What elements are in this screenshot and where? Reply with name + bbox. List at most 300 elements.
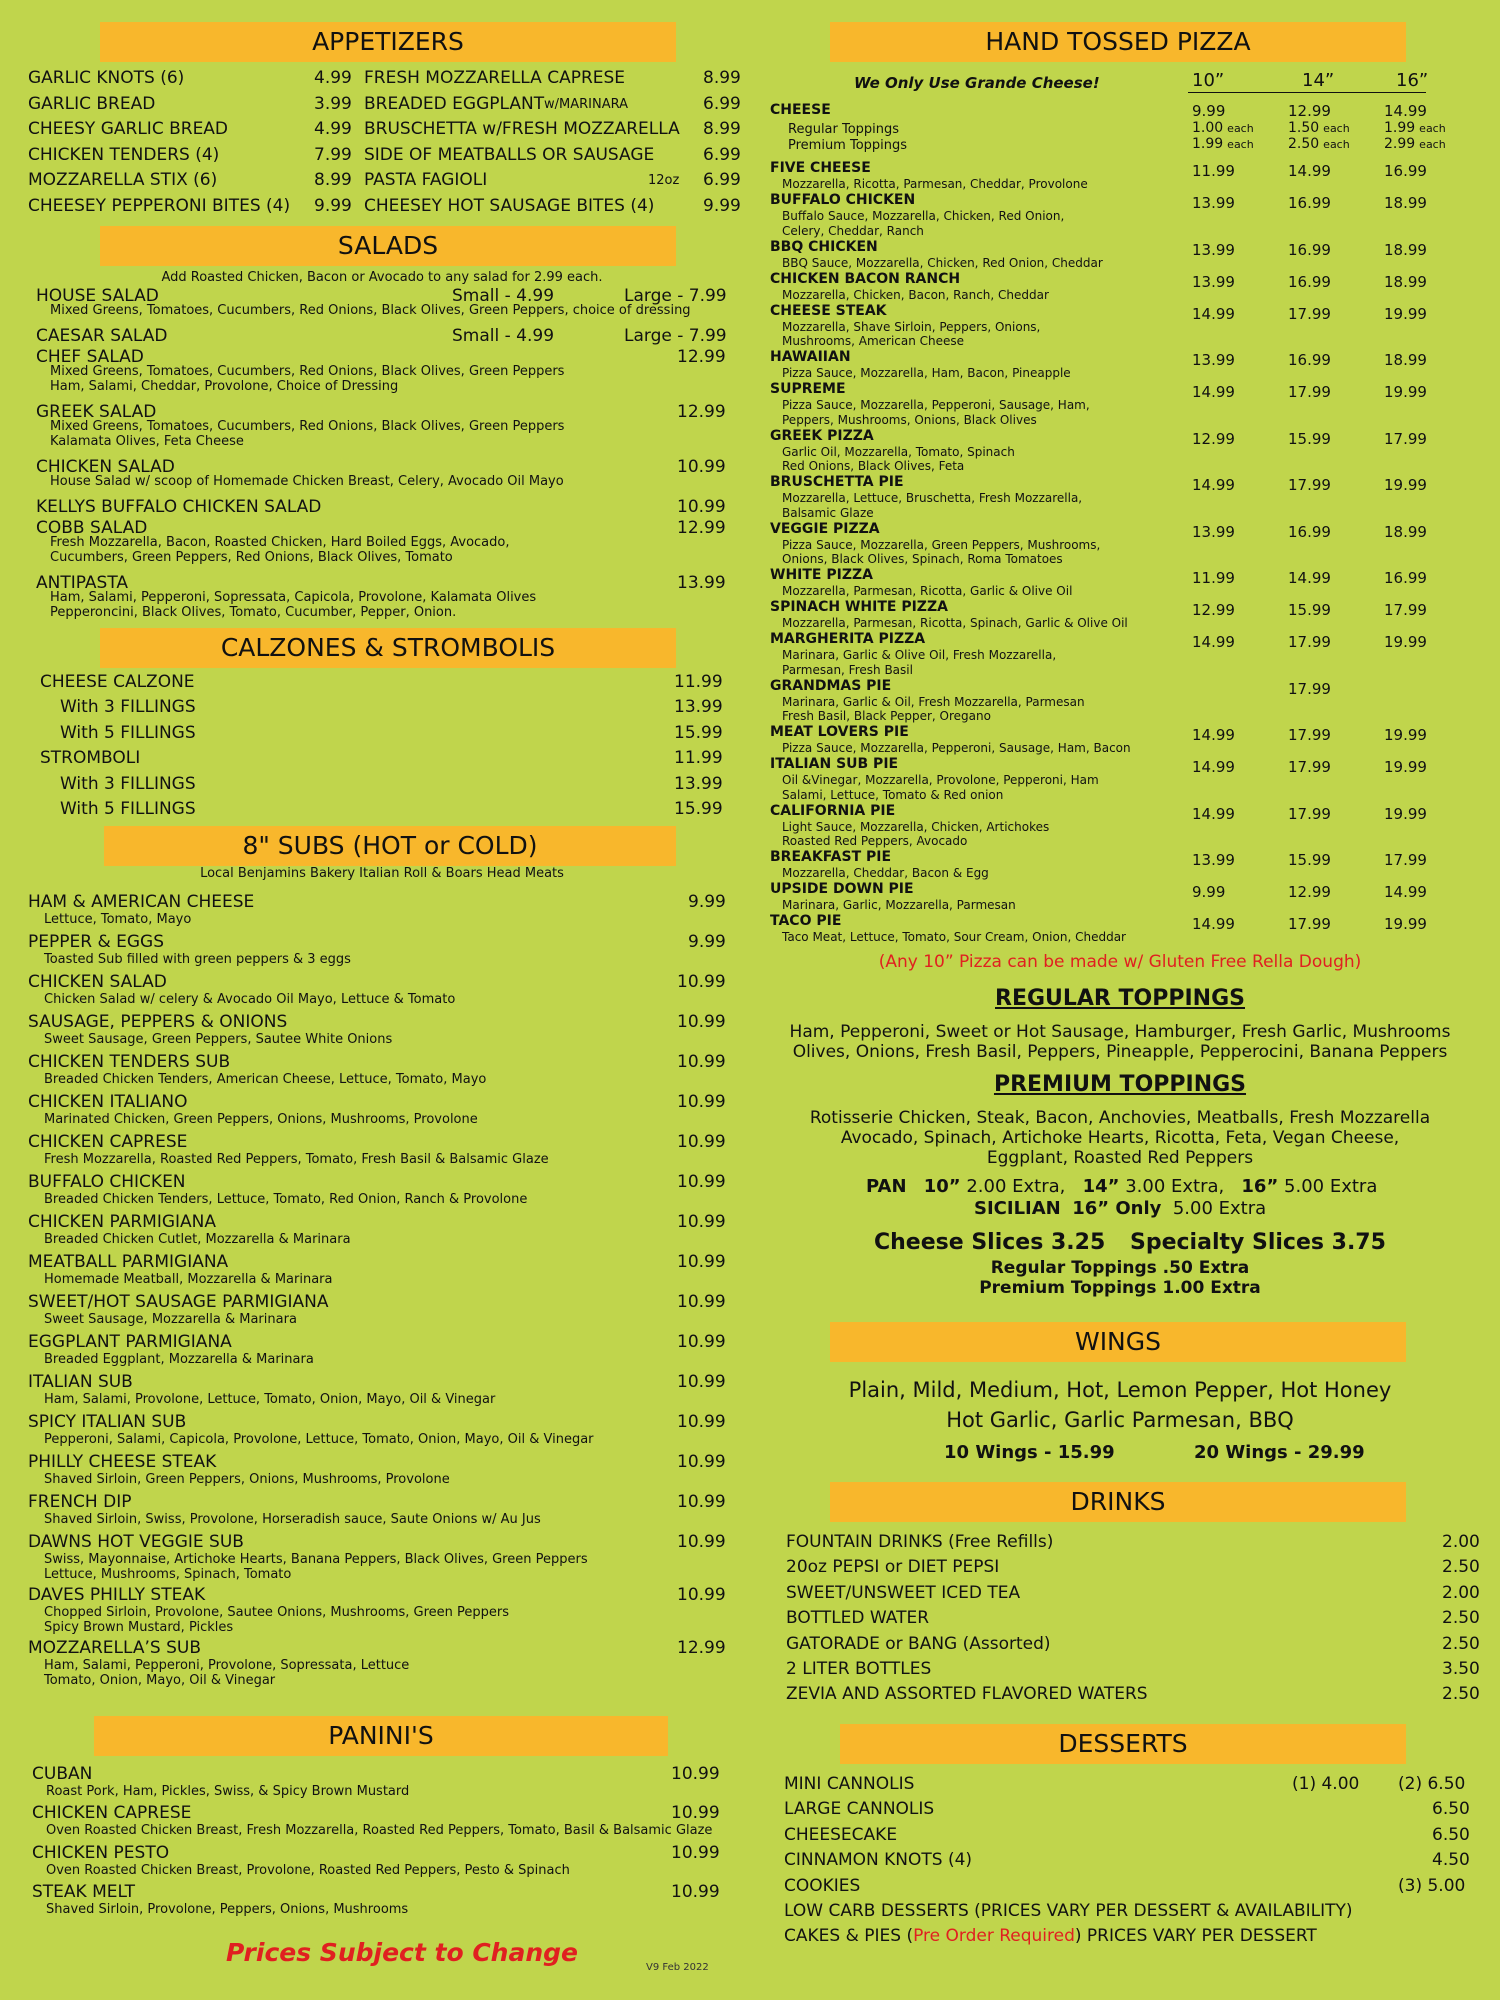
salad-desc: Kalamata Olives, Feta Cheese [50,434,244,449]
pizza-desc: Roasted Red Peppers, Avocado [782,834,968,848]
pizza-desc: Garlic Oil, Mozzarella, Tomato, Spinach [782,444,1015,459]
appetizer-price: 6.99 [703,144,741,165]
pizza-price: 9.99 [1192,883,1226,901]
paninis-banner: PANINI'S [94,1716,668,1756]
salad-small-price: Small - 4.99 [452,326,555,346]
sub-desc: Breaded Chicken Cutlet, Mozzarella & Marinara [44,1232,351,1247]
sub-desc: Sweet Sausage, Mozzarella & Marinara [44,1312,297,1327]
sub-price: 10.99 [677,1372,726,1392]
drink-name: FOUNTAIN DRINKS (Free Refills) [786,1532,1054,1552]
calzone-name: With 3 FILLINGS [60,773,196,794]
appetizer-price: 8.99 [314,170,352,191]
premium-toppings-line-1: Rotisserie Chicken, Steak, Bacon, Anchovies, Meatballs, Fresh Mozzarella [809,1108,1431,1128]
dessert-price: (3) 5.00 [1398,1875,1466,1896]
sub-desc: Sweet Sausage, Green Peppers, Sautee White Onions [44,1032,393,1047]
sub-price: 10.99 [677,1252,726,1272]
sub-name: CHICKEN ITALIANO [28,1092,188,1112]
dessert-name: CINNAMON KNOTS (4) [784,1850,973,1871]
topping-price-cell [1192,137,1254,152]
salad-price: 10.99 [677,457,726,477]
regular-toppings-line-2: Olives, Onions, Fresh Basil, Peppers, Pineapple, Pepperocini, Banana Peppers [792,1042,1448,1062]
pizza-price: 14.99 [1288,162,1331,180]
appetizer-name: GARLIC KNOTS (6) [28,68,185,88]
regular-toppings-label: Regular Toppings [788,122,900,137]
pizza-price: 12.99 [1288,883,1331,901]
pizza-name: BUFFALO CHICKEN [770,192,916,208]
pizza-desc: Mushrooms, American Cheese [782,334,965,348]
dessert-price: (2) 6.50 [1398,1774,1466,1794]
sub-name: PHILLY CHEESE STEAK [28,1452,217,1472]
topping-price-cell [1288,137,1350,152]
sub-price: 10.99 [677,1212,726,1232]
regular-toppings-title: REGULAR TOPPINGS [995,986,1245,1011]
pizza-price: 17.99 [1384,601,1427,619]
pizza-desc: Light Sauce, Mozzarella, Chicken, Artichokes [782,819,1050,834]
pizza-price: 14.99 [1384,883,1427,901]
pizza-price: 11.99 [1192,162,1235,180]
sub-desc: Ham, Salami, Pepperoni, Provolone, Sopressata, Lettuce [44,1658,410,1673]
topping-unit: each [1419,138,1446,151]
topping-price: 1.00 [1192,120,1224,136]
pizza-name: VEGGIE PIZZA [770,520,880,537]
appetizer-price: 6.99 [703,93,741,114]
pizza-desc: Onions, Black Olives, Spinach, Roma Tomatoes [782,552,1063,566]
topping-price: 2.50 [1288,136,1320,152]
panini-name: CUBAN [32,1764,93,1784]
dessert-name: CHEESECAKE [784,1824,898,1845]
drink-price: 2.50 [1442,1633,1480,1654]
topping-price: 1.99 [1192,136,1224,152]
pizza-name: MEAT LOVERS PIE [770,724,909,740]
pan-16-price: 5.00 Extra [1284,1176,1378,1197]
pizza-desc: Red Onions, Black Olives, Feta [782,459,965,473]
pizza-price: 17.99 [1288,726,1331,744]
sub-price: 10.99 [677,1172,726,1192]
pizza-price: 12.99 [1192,601,1235,619]
pizza-price: 19.99 [1384,915,1427,933]
pizza-desc: Marinara, Garlic, Mozzarella, Parmesan [782,898,1016,912]
sub-desc: Fresh Mozzarella, Roasted Red Peppers, Tomato, Fresh Basil & Balsamic Glaze [44,1152,549,1167]
pizza-price: 19.99 [1384,304,1427,323]
salad-price: 12.99 [677,518,726,538]
cakes-pies-b: ) PRICES VARY PER DESSERT [1074,1926,1317,1946]
pizza-price: 17.99 [1288,304,1331,323]
pizza-price: 14.99 [1192,383,1235,401]
salad-name: CAESAR SALAD [36,326,168,346]
salad-price: 13.99 [677,573,726,593]
drink-price: 2.50 [1442,1684,1480,1705]
pizza-desc: Parmesan, Fresh Basil [782,662,913,677]
pizza-price: 17.99 [1288,679,1331,698]
size-header-rule [1188,92,1426,93]
dessert-name: LARGE CANNOLIS [784,1799,935,1820]
appetizer-price: 6.99 [703,170,741,191]
appetizer-price: 8.99 [703,68,741,88]
appetizer-price: 4.99 [314,119,352,140]
pizza-desc: Pizza Sauce, Mozzarella, Green Peppers, Mushrooms, [782,537,1101,552]
pizza-price: 15.99 [1288,851,1331,869]
pizza-price: 14.99 [1192,304,1235,323]
calzone-name: CHEESE CALZONE [40,672,195,692]
salads-banner: SALADS [100,226,676,266]
pizza-price: 17.99 [1288,915,1331,933]
salad-name: GREEK SALAD [36,402,157,422]
dessert-price: 4.50 [1432,1850,1470,1871]
pizza-name: CHICKEN BACON RANCH [770,270,961,287]
pizza-price: 16.99 [1288,522,1331,541]
appetizer-name: SIDE OF MEATBALLS OR SAUSAGE [364,144,655,165]
premium-toppings-line-3: Eggplant, Roasted Red Peppers [986,1148,1254,1168]
pizza-desc: Mozzarella, Parmesan, Ricotta, Garlic & Olive Oil [782,584,1073,598]
slice-premium-toppings: Premium Toppings 1.00 Extra [979,1278,1261,1298]
sub-desc: Marinated Chicken, Green Peppers, Onions, Mushrooms, Provolone [44,1112,478,1127]
drinks-banner: DRINKS [830,1482,1406,1522]
sub-desc: Shaved Sirloin, Swiss, Provolone, Horseradish sauce, Saute Onions w/ Au Jus [44,1512,541,1527]
topping-price-cell [1384,137,1446,152]
sub-desc: Ham, Salami, Provolone, Lettuce, Tomato, Onion, Mayo, Oil & Vinegar [44,1392,496,1407]
appetizer-price: 3.99 [314,93,352,114]
sub-name: BUFFALO CHICKEN [28,1172,186,1192]
pizza-name: SUPREME [770,381,846,397]
salad-name: COBB SALAD [36,518,148,538]
pizza-name: UPSIDE DOWN PIE [770,881,914,897]
pizza-price: 17.99 [1384,429,1427,448]
topping-price: 1.99 [1384,120,1416,136]
appetizer-price: 8.99 [703,119,741,140]
pizza-price: 18.99 [1384,351,1427,369]
pizza-price: 14.99 [1192,726,1235,744]
appetizer-note: 12oz [648,173,680,189]
pizza-desc: Marinara, Garlic & Oil, Fresh Mozzarella, Parmesan [782,694,1085,709]
pizza-price: 19.99 [1384,383,1427,401]
sub-price: 10.99 [677,1012,726,1032]
sub-price: 10.99 [677,1532,726,1552]
appetizer-name: GARLIC BREAD [28,93,156,114]
sub-name: FRENCH DIP [28,1492,132,1512]
panini-name: STEAK MELT [32,1882,136,1903]
pizza-price: 16.99 [1288,240,1331,259]
pizza-banner: HAND TOSSED PIZZA [830,22,1406,62]
topping-unit: each [1323,138,1350,151]
topping-price: 2.99 [1384,136,1416,152]
pizza-price: 16.99 [1384,569,1427,587]
pizza-name: WHITE PIZZA [770,567,873,583]
premium-toppings-label: Premium Toppings [788,138,908,153]
dessert-price-single: (1) 4.00 [1292,1774,1360,1794]
salad-price: 10.99 [677,497,726,517]
pizza-name: BBQ CHICKEN [770,238,878,255]
pizza-name: MARGHERITA PIZZA [770,631,926,647]
sub-name: SPICY ITALIAN SUB [28,1412,187,1432]
sub-desc: Breaded Eggplant, Mozzarella & Marinara [44,1352,314,1367]
sub-name: MOZZARELLA’S SUB [28,1638,201,1658]
pizza-price: 14.99 [1192,633,1235,651]
pan-10: 10” [923,1176,961,1197]
salad-large-price: Large - 7.99 [624,286,727,306]
pizza-cheese-14: 12.99 [1288,102,1331,120]
wings-10: 10 Wings - 15.99 [944,1442,1115,1463]
pizza-price: 17.99 [1288,758,1331,776]
pizza-price: 17.99 [1288,476,1331,494]
appetizers-banner: APPETIZERS [100,22,676,62]
drink-name: ZEVIA AND ASSORTED FLAVORED WATERS [786,1684,1148,1705]
calzone-price: 15.99 [674,722,723,743]
sub-desc: Homemade Meatball, Mozzarella & Marinara [44,1272,333,1287]
specialty-slices: Specialty Slices 3.75 [1130,1230,1386,1255]
appetizer-name: BREADED EGGPLANT [364,93,545,114]
drink-price: 2.00 [1442,1532,1480,1552]
salad-name: HOUSE SALAD [36,286,159,306]
pizza-desc: Mozzarella, Parmesan, Ricotta, Spinach, Garlic & Olive Oil [782,616,1128,630]
sub-desc: Spicy Brown Mustard, Pickles [44,1620,234,1635]
regular-toppings-line-1: Ham, Pepperoni, Sweet or Hot Sausage, Hamburger, Fresh Garlic, Mushrooms [789,1022,1451,1042]
calzones-banner: CALZONES & STROMBOLIS [100,628,676,668]
salad-desc: Mixed Greens, Tomatoes, Cucumbers, Red Onions, Black Olives, Green Peppers [50,364,565,379]
pizza-price: 14.99 [1288,569,1331,587]
calzone-name: STROMBOLI [40,748,141,769]
pizza-desc: Buffalo Sauce, Mozzarella, Chicken, Red Onion, [782,209,1065,223]
topping-price-cell [1192,121,1254,136]
wings-flavors-2: Hot Garlic, Garlic Parmesan, BBQ [946,1408,1294,1432]
appetizer-note: w/MARINARA [544,96,629,112]
pizza-price: 13.99 [1192,194,1235,212]
pizza-desc: BBQ Sauce, Mozzarella, Chicken, Red Onion, Cheddar [782,255,1103,270]
pizza-desc: Mozzarella, Ricotta, Parmesan, Cheddar, Provolone [782,177,1088,191]
premium-toppings-title: PREMIUM TOPPINGS [993,1072,1247,1097]
sub-name: HAM & AMERICAN CHEESE [28,892,255,912]
pizza-price: 17.99 [1288,804,1331,823]
salad-desc: Pepperoncini, Black Olives, Tomato, Cucumber, Pepper, Onion. [50,605,457,620]
panini-desc: Roast Pork, Ham, Pickles, Swiss, & Spicy Brown Mustard [46,1784,410,1799]
panini-price: 10.99 [671,1842,720,1863]
sub-desc: Breaded Chicken Tenders, Lettuce, Tomato, Red Onion, Ranch & Provolone [44,1192,528,1207]
pizza-price: 14.99 [1192,804,1235,823]
pizza-price: 12.99 [1192,429,1235,448]
pizza-desc: Pizza Sauce, Mozzarella, Pepperoni, Sausage, Ham, Bacon [782,741,1131,755]
pizza-desc: Mozzarella, Cheddar, Bacon & Egg [782,866,989,880]
pizza-name: HAWAIIAN [770,349,851,365]
pan-10-price: 2.00 Extra, [966,1176,1066,1197]
pan-14: 14” [1082,1176,1120,1197]
pan-16: 16” [1241,1176,1279,1197]
panini-price: 10.99 [671,1882,720,1903]
topping-unit: each [1227,138,1254,151]
sub-price: 10.99 [677,1492,726,1512]
sub-name: EGGPLANT PARMIGIANA [28,1332,232,1352]
sub-name: MEATBALL PARMIGIANA [28,1252,229,1272]
pizza-price: 17.99 [1288,633,1331,651]
pizza-name: ITALIAN SUB PIE [770,756,899,772]
sub-price: 10.99 [677,1132,726,1152]
wings-banner: WINGS [830,1322,1406,1362]
pizza-name: BREAKFAST PIE [770,849,892,865]
pizza-cheese-16: 14.99 [1384,102,1427,120]
appetizer-name: CHEESEY PEPPERONI BITES (4) [28,196,291,216]
slice-regular-toppings: Regular Toppings .50 Extra [990,1258,1250,1278]
pizza-price: 14.99 [1192,915,1235,933]
pizza-desc: Mozzarella, Shave Sirloin, Peppers, Onions, [782,319,1041,334]
salad-desc: Ham, Salami, Pepperoni, Sopressata, Capicola, Provolone, Kalamata Olives [50,590,537,605]
dessert-price: 6.50 [1432,1799,1470,1820]
appetizer-price: 7.99 [314,144,352,165]
sub-desc: Chicken Salad w/ celery & Avocado Oil Mayo, Lettuce & Tomato [44,992,456,1007]
salads-note: Add Roasted Chicken, Bacon or Avocado to any salad for 2.99 each. [161,270,603,285]
pizza-price: 14.99 [1192,476,1235,494]
sub-desc: Toasted Sub filled with green peppers & 3 eggs [44,952,351,967]
pizza-price: 19.99 [1384,804,1427,823]
pizza-price: 17.99 [1288,383,1331,401]
sub-name: DAVES PHILLY STEAK [28,1585,206,1605]
subs-note: Local Benjamins Bakery Italian Roll & Boars Head Meats [200,866,564,881]
salad-price: 12.99 [677,402,726,422]
pizza-desc: Fresh Basil, Black Pepper, Oregano [782,709,991,723]
pizza-price: 19.99 [1384,476,1427,494]
appetizer-price: 9.99 [314,196,352,216]
pizza-price: 11.99 [1192,569,1235,587]
pizza-price: 16.99 [1384,162,1427,180]
appetizer-name: PASTA FAGIOLI [364,170,488,191]
premium-toppings-line-2: Avocado, Spinach, Artichoke Hearts, Ricotta, Feta, Vegan Cheese, [840,1128,1400,1148]
sub-name: CHICKEN PARMIGIANA [28,1212,216,1232]
pizza-desc: Marinara, Garlic & Olive Oil, Fresh Mozzarella, [782,648,1057,662]
subs-banner: 8" SUBS (HOT or COLD) [104,826,676,866]
wings-20: 20 Wings - 29.99 [1194,1442,1365,1463]
pan-line [866,1176,1377,1197]
sub-desc: Lettuce, Mushrooms, Spinach, Tomato [44,1567,292,1582]
prices-notice: Prices Subject to Change [226,1938,579,1967]
pizza-name: FIVE CHEESE [770,160,871,176]
salad-desc: House Salad w/ scoop of Homemade Chicken Breast, Celery, Avocado Oil Mayo [50,474,564,489]
calzone-price: 13.99 [674,697,723,718]
panini-desc: Shaved Sirloin, Provolone, Peppers, Onions, Mushrooms [46,1902,409,1918]
sub-name: ITALIAN SUB [28,1372,133,1392]
panini-price: 10.99 [671,1803,720,1824]
pizza-price: 13.99 [1192,351,1235,369]
pizza-price: 15.99 [1288,601,1331,619]
calzone-name: With 5 FILLINGS [60,722,196,743]
sicilian-line [974,1198,1266,1219]
pizza-name: BRUSCHETTA PIE [770,474,904,490]
cakes-pies-a: CAKES & PIES ( [784,1926,914,1946]
pan-label: PAN [866,1176,907,1197]
wings-flavors-1: Plain, Mild, Medium, Hot, Lemon Pepper, Hot Honey [848,1378,1392,1402]
pizza-name: CHEESE STEAK [770,302,887,319]
sub-price: 12.99 [677,1638,726,1658]
pizza-price: 19.99 [1384,633,1427,651]
cakes-pies-line [784,1926,1317,1946]
dessert-price: 6.50 [1432,1824,1470,1845]
pizza-name: CALIFORNIA PIE [770,802,896,819]
pizza-desc: Mozzarella, Lettuce, Bruschetta, Fresh Mozzarella, [782,491,1083,505]
pre-order-required: Pre Order Required [913,1926,1075,1946]
pizza-desc: Mozzarella, Chicken, Bacon, Ranch, Cheddar [782,287,1049,302]
appetizer-name: MOZZARELLA STIX (6) [28,170,218,191]
sub-price: 10.99 [677,1052,726,1072]
version-label: V9 Feb 2022 [646,1962,709,1973]
drink-price: 2.00 [1442,1582,1480,1603]
sub-price: 10.99 [677,1585,726,1605]
salad-desc: Mixed Greens, Tomatoes, Cucumbers, Red Onions, Black Olives, Green Peppers, choice of dressing [50,303,691,318]
pizza-price: 16.99 [1288,194,1331,212]
salad-desc: Mixed Greens, Tomatoes, Cucumbers, Red Onions, Black Olives, Green Peppers [50,419,565,434]
cheese-slices: Cheese Slices 3.25 [874,1230,1106,1255]
calzone-price: 15.99 [674,799,723,819]
sub-price: 9.99 [688,892,726,912]
salad-name: KELLYS BUFFALO CHICKEN SALAD [36,497,322,517]
panini-price: 10.99 [671,1764,720,1784]
sub-desc: Shaved Sirloin, Green Peppers, Onions, Mushrooms, Provolone [44,1472,450,1487]
topping-price: 1.50 [1288,120,1320,136]
salad-desc: Ham, Salami, Cheddar, Provolone, Choice of Dressing [50,379,399,394]
appetizer-price: 9.99 [703,196,741,216]
pizza-cheese-10: 9.99 [1192,102,1226,120]
pizza-price: 18.99 [1384,240,1427,259]
drink-price: 3.50 [1442,1659,1480,1679]
topping-unit: each [1419,122,1446,135]
sub-desc: Chopped Sirloin, Provolone, Sautee Onions, Mushrooms, Green Peppers [44,1605,510,1620]
appetizer-name: CHEESY GARLIC BREAD [28,119,229,140]
pizza-price: 18.99 [1384,272,1427,291]
salad-large-price: Large - 7.99 [624,326,727,346]
calzone-price: 11.99 [674,672,723,692]
drink-price: 2.50 [1442,1557,1480,1578]
pizza-tagline: We Only Use Grande Cheese! [854,74,1100,92]
sub-name: CHICKEN CAPRESE [28,1132,188,1152]
pan-14-price: 3.00 Extra, [1125,1176,1225,1197]
pizza-desc: Taco Meat, Lettuce, Tomato, Sour Cream, Onion, Cheddar [782,930,1126,944]
panini-desc: Oven Roasted Chicken Breast, Provolone, Roasted Red Peppers, Pesto & Spinach [46,1862,570,1878]
sub-desc: Tomato, Onion, Mayo, Oil & Vinegar [44,1673,276,1688]
pizza-price: 13.99 [1192,851,1235,869]
pizza-desc: Pizza Sauce, Mozzarella, Ham, Bacon, Pineapple [782,366,1071,380]
appetizer-price: 4.99 [314,68,352,88]
sub-name: SAUSAGE, PEPPERS & ONIONS [28,1012,288,1032]
drink-name: GATORADE or BANG (Assorted) [786,1633,1051,1654]
salad-price: 12.99 [677,347,726,367]
pizza-desc: Pizza Sauce, Mozzarella, Pepperoni, Sausage, Ham, [782,398,1090,412]
appetizer-name: CHEESEY HOT SAUSAGE BITES (4) [364,196,655,216]
gluten-free-note: (Any 10” Pizza can be made w/ Gluten Free Rella Dough) [878,952,1362,972]
salad-name: ANTIPASTA [36,573,129,593]
pizza-price: 13.99 [1192,272,1235,291]
appetizer-name: FRESH MOZZARELLA CAPRESE [364,68,626,88]
pizza-price: 15.99 [1288,429,1331,448]
pizza-desc: Oil &Vinegar, Mozzarella, Provolone, Pepperoni, Ham [782,773,1099,787]
panini-desc: Oven Roasted Chicken Breast, Fresh Mozzarella, Roasted Red Peppers, Tomato, Basil & Balsamic Glaze [46,1823,713,1839]
dessert-name: MINI CANNOLIS [784,1774,915,1794]
drink-name: SWEET/UNSWEET ICED TEA [786,1582,1021,1603]
size-10-header: 10” [1192,70,1225,91]
pizza-price: 13.99 [1192,240,1235,259]
pizza-price: 19.99 [1384,726,1427,744]
pizza-price: 16.99 [1288,272,1331,291]
desserts-banner: DESSERTS [840,1724,1406,1764]
drink-name: BOTTLED WATER [786,1608,930,1629]
calzone-name: With 5 FILLINGS [60,799,196,819]
topping-price-cell [1384,121,1446,136]
sub-price: 10.99 [677,1332,726,1352]
sub-price: 10.99 [677,1292,726,1312]
appetizer-name: BRUSCHETTA w/FRESH MOZZARELLA [364,119,680,140]
sub-price: 10.99 [677,1452,726,1472]
topping-unit: each [1323,122,1350,135]
salad-desc: Cucumbers, Green Peppers, Red Onions, Black Olives, Tomato [50,550,453,565]
sub-name: SWEET/HOT SAUSAGE PARMIGIANA [28,1292,329,1312]
calzone-price: 11.99 [674,748,723,769]
pizza-desc: Balsamic Glaze [782,505,874,520]
topping-price-cell [1288,121,1350,136]
sub-name: PEPPER & EGGS [28,932,164,952]
